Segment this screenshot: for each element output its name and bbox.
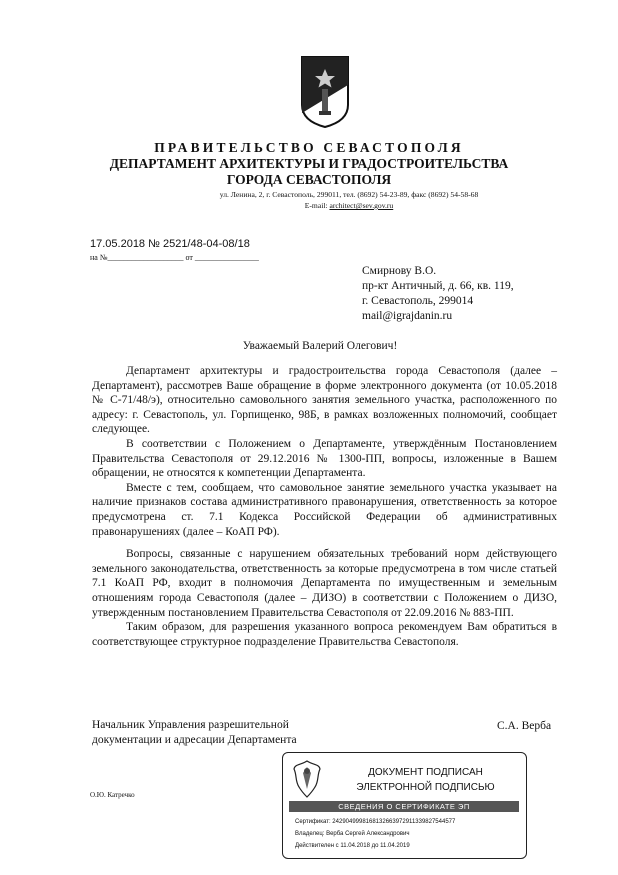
signatory-position xyxy=(92,718,297,747)
signatory-name: С.А. Верба xyxy=(497,720,552,732)
stamp-certificate-bar: СВЕДЕНИЯ О СЕРТИФИКАТЕ ЭП xyxy=(289,801,519,812)
email-prefix: E-mail: xyxy=(304,201,330,210)
position-line: Начальник Управления разрешительной xyxy=(92,719,289,731)
department-city: ГОРОДА СЕВАСТОПОЛЯ xyxy=(226,172,392,187)
reference-line: на №___________________ от ________________ xyxy=(90,253,259,262)
sevastopol-coat-of-arms-icon xyxy=(300,55,350,129)
paragraph: Департамент архитектуры и градостроительства города Севастополя (далее – Департамент), рассмотрев Ваше обращение в форме электронного документа (от 10.05.2018 № С-71/48/э), относительно самовольного занятия земельного участка, расположенного по адресу: г. Севастополь, ул. Горпищенко, 98Б, в рамках возложенных полномочий, сообщает следующее. xyxy=(92,365,557,436)
stamp-title-line1: ДОКУМЕНТ ПОДПИСАН xyxy=(368,767,483,778)
recipient-street: пр-кт Античный, д. 66, кв. 119, xyxy=(362,280,514,292)
stamp-validity: Действителен с 11.04.2018 до 11.04.2019 xyxy=(295,843,410,849)
paragraph: В соответствии с Положением о Департаменте, утверждённым Постановлением Правительства Севастополя от 29.12.2016 № 1300-ПП, вопросы, изложенные в Вашем обращении, не относятся к компетенции Департамента. xyxy=(92,437,557,480)
registration-number: 17.05.2018 № 2521/48-04-08/18 xyxy=(90,238,250,250)
paragraph: Вместе с тем, сообщаем, что самовольное занятие земельного участка указывает на наличие признаков состава административного правонарушения, ответственность за которое предусмотрена ст. 7.1 Кодекса Российской Федерации об административных правонарушениях (далее – КоАП РФ). xyxy=(92,481,557,538)
electronic-signature-stamp xyxy=(282,752,527,859)
position-line: документации и адресации Департамента xyxy=(92,733,297,746)
paragraph: Вопросы, связанные с нарушением обязательных требований норм действующего земельного законодательства, ответственность за которые предусмотрена в том числе статьей 7.1 КоАП РФ, входит в полномочия Департамента по имущественным и земельным отношениям города Севастополя (далее – ДИЗО) в соответствии с Положением о ДИЗО, утвержденным постановлением Правительства Севастополя от 22.09.2016 № 883-ПП. xyxy=(92,548,557,619)
paragraph: Таким образом, для разрешения указанного вопроса рекомендуем Вам обратиться в соответствующее структурное подразделение Правительства Севастополя. xyxy=(92,621,557,648)
stamp-certificate: Сертификат: 2429049998168132663972911339827544577 xyxy=(295,819,456,825)
department-email-line xyxy=(0,201,618,210)
department-address: ул. Ленина, 2, г. Севастополь, 299011, тел. (8692) 54-23-89, факс (8692) 54-58-68 xyxy=(219,190,479,199)
government-name: ПРАВИТЕЛЬСТВО СЕВАСТОПОЛЯ xyxy=(154,140,464,155)
stamp-title-line2: ЭЛЕКТРОННОЙ ПОДПИСЬЮ xyxy=(356,782,495,793)
letter-body xyxy=(92,364,557,649)
recipient-block xyxy=(362,264,514,324)
stamp-owner: Владелец: Верба Сергей Александрович xyxy=(295,831,410,837)
recipient-name: Смирнову В.О. xyxy=(362,265,437,277)
salutation: Уважаемый Валерий Олегович! xyxy=(242,340,398,352)
recipient-city: г. Севастополь, 299014 xyxy=(362,295,474,307)
department-email-link[interactable]: architect@sev.gov.ru xyxy=(329,201,394,210)
department-name: ДЕПАРТАМЕНТ АРХИТЕКТУРЫ И ГРАДОСТРОИТЕЛЬСТВА xyxy=(109,156,509,171)
executor-name: О.Ю. Катречко xyxy=(90,791,135,799)
recipient-email: mail@igrajdanin.ru xyxy=(362,310,453,322)
stamp-emblem-icon xyxy=(291,759,323,799)
